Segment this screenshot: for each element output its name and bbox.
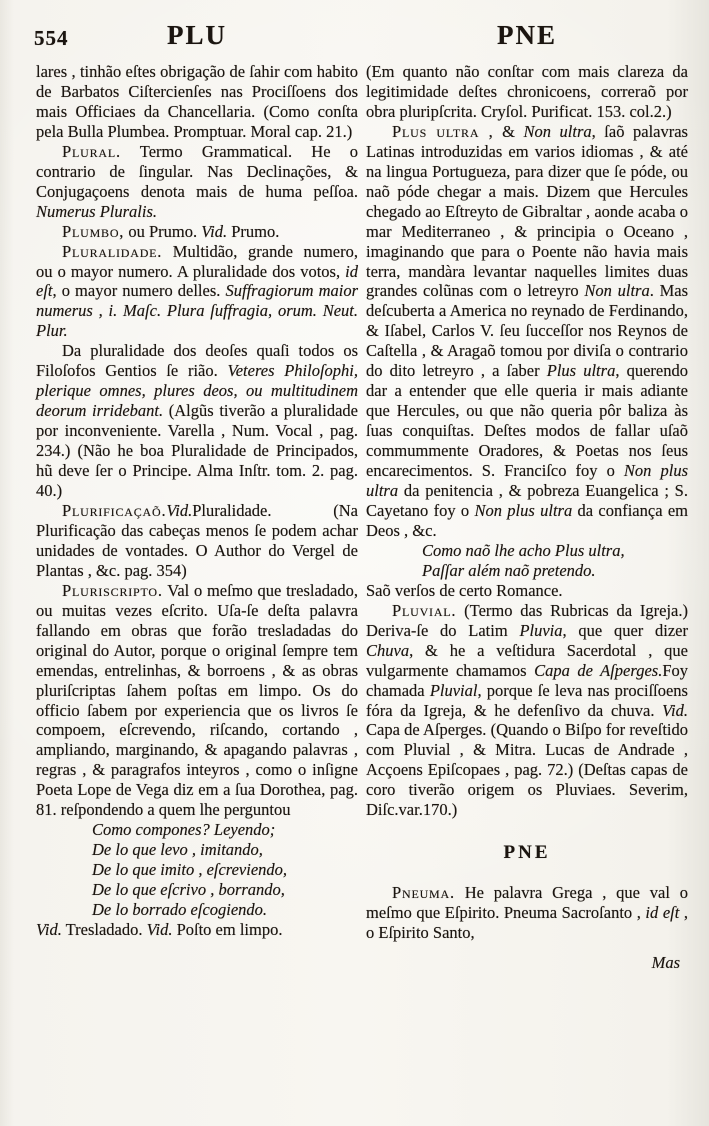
left-column [36, 62, 358, 940]
paragraph-vid-refs [36, 920, 358, 940]
entry-pneuma [366, 883, 688, 943]
entry-plural [36, 142, 358, 222]
continuation-paragraph [36, 62, 358, 142]
text-segment: , querendo dar a entender que elle queria ir mais adiante que Hercules, ou que não queria pôr baliza às ſuas conquiſtas. Deſtes modos de fallar uſaõ commummente Oradores, & Poetas nos ſeus encarecimentos. S. Franciſco foy o [366, 361, 688, 481]
verse-romance [422, 541, 688, 581]
text-segment: Tresladado. [61, 919, 147, 939]
entry-pluralidade [36, 242, 358, 342]
text-segment: Capa de Aſperges. (Quando o Biſpo for reveſtido com Pluvial , & Mitra. Lucas de Andrade , Acçoens Epiſcopaes , pag. 72.) (Deſtas capas de coro tiverão origem os Pluviaes. Severim, Diſc.var.170.) [366, 720, 688, 820]
paragraph-pluralidade-note [36, 341, 358, 501]
entry-plurificacao [36, 501, 358, 581]
text-segment: Pluriscripto. [62, 580, 163, 600]
text-segment: Non ultra [523, 121, 592, 141]
text-segment: da penitencia , & pobreza Euangelica ; S. Cayetano foy o [366, 481, 688, 520]
text-segment: (Algũs tiverão a pluralidade por inconveniente. Varella , Num. Vocal , pag. 234.) (Não he boa Pluralidade de Principados, hũ deve ſer o Principe. Alma Inſtr. tom. 2. pag. 40.) [36, 401, 358, 501]
text-segment: Da pluralidade dos deoſes quaſi todos os Filoſofos Gentios ſe rião. [36, 341, 358, 381]
text-segment: Poſto em limpo. [172, 919, 283, 939]
verse-lope-de-vega [92, 820, 358, 920]
text-segment: , porque ſe leva nas prociſſoens fóra da Igreja, & he defenſivo da chuva. [366, 680, 688, 720]
section-heading-pne: PNE [503, 842, 551, 864]
text-segment: Veteres Philoſophi, plerique omnes, plures deos, ou multitudinem deorum irridebant. [36, 361, 359, 421]
text-segment: Plus ultra , [392, 121, 494, 141]
text-segment: . Mas deſcuberta a America no reynado de Ferdinando, & Iſabel, Carlos V. ſeu ſucceſſor nos Reynos de Caſtella , & Aragaõ tomou por diviſa o contrario do dito letreyro , a ſaber [366, 281, 688, 381]
text-segment: , & he a veſtidura Sacerdotal , que vulgarmente chamamos [366, 640, 688, 680]
entry-plumbo [36, 222, 358, 242]
text-segment: Suffragiorum maior numerus , i. Maſc. Plura ſuffragia, orum. Neut. Plur. [36, 281, 359, 341]
text-segment: Plurificaçaõ. [62, 500, 167, 520]
text-segment: lares , tinhão eſtes obrigação de ſahir com habito de Barbatos Ciſtercienſes nas Prociſſoens dos mais Officiaes da Chancellaria. (Como conſta pela Bulla Plumbea. Promptuar. Moral cap. 21.) [36, 62, 358, 141]
page-number: 554 [34, 26, 69, 50]
text-segment: Pluvial. [392, 600, 457, 620]
text-segment: ou Prumo. [124, 221, 202, 241]
verse-line: De lo que imito , eſcreviendo, [92, 860, 288, 880]
right-column [366, 62, 688, 973]
text-segment: Capa de Aſperges. [534, 660, 663, 680]
text-segment: Non plus ultra [474, 500, 573, 520]
text-segment: Chuva [366, 640, 410, 660]
verse-line: Como naõ lhe acho Plus ultra, [422, 540, 625, 560]
text-segment: (Em quanto não conſtar com mais clareza da legitimidade deſtes chronicoens, correraõ por obra pluripſcrita. Cryſol. Purificat. 153. col.2.) [366, 62, 688, 121]
text-segment: Vid. [166, 500, 193, 520]
text-segment: & [493, 121, 524, 141]
text-segment: id eſt [36, 261, 358, 301]
text-segment: , ſaõ palavras Latinas introduzidas em varios idiomas , & até na lingua Portugueza, para dizer que ſe póde, ou naõ póde chegar a mais. Dizem que Hercules chegado ao Eſtreyto de Gibraltar , aonde acaba o mar Mediterraneo , & principia o Oceano , imaginando que para o Poente não havia mais terra, mandàra levantar naquelles limites duas grandes colũnas com o letreyro [366, 121, 688, 301]
text-segment: Non plus ultra [366, 461, 688, 501]
text-segment: Plumbo, [62, 221, 125, 241]
text-segment: Multidão, grande numero, ou o mayor numero. A pluralidade dos votos, [36, 241, 358, 281]
verse-line: De lo que levo , imitando, [92, 840, 263, 860]
entry-pluriscripto [36, 581, 358, 820]
text-segment: Vid. [201, 221, 228, 241]
text-segment: Pluvia [519, 620, 563, 640]
text-segment: id eſt [645, 903, 680, 923]
text-segment: Plus ultra [546, 361, 616, 381]
text-segment: Pluralidade. [62, 241, 163, 261]
text-segment: , que quer dizer [562, 620, 688, 640]
paragraph-romance-note [366, 581, 688, 601]
text-segment: Pneuma. [392, 883, 455, 903]
text-segment: Vid. [146, 919, 173, 939]
text-segment: Val o meſmo que tresladado, ou muitas vezes eſcrito. Uſa-ſe deſta palavra fallando em obras que forão tresladadas do original do Autor, porque o original ſempre tem emendas, entrelinhas, & borroens , & as obras pluriſcriptas ſahem poſtas em limpo. Os do officio ſabem por experiencia que os livros ſe compoem, eſcrevendo, riſcando, cortando , ampliando, marginando, & apagando palavras , regras , & paragrafos inteyros , como o inſigne Poeta Lope de Vega diz em a ſua Dorothea, pag. 81. reſpondendo a quem lhe perguntou [36, 580, 358, 820]
text-segment: , o mayor numero delles. [52, 281, 226, 301]
text-segment: Saõ verſos de certo Romance. [366, 580, 563, 600]
running-head-left: PLU [167, 20, 227, 50]
verse-line: De lo borrado eſcogiendo. [92, 900, 268, 920]
text-segment: Numerus Pluralis. [36, 201, 158, 221]
text-segment: He palavra Grega , que val o meſmo que Eſpirito. Pneuma Sacroſanto , [366, 883, 688, 923]
catchword: Mas [651, 953, 680, 973]
verse-line: Paſſar além naõ pretendo. [422, 560, 596, 580]
verse-line: De lo que eſcrivo , borrando, [92, 880, 285, 900]
verse-line: Como compones? Leyendo; [92, 820, 276, 840]
text-segment: Termo Grammatical. He o contrario de ſingular. Nas Declinações, & Conjugaçoens denota mais de huma peſſoa. [36, 141, 358, 201]
text-segment: Vid. [662, 700, 688, 720]
text-segment: da confiança em Deos , &c. [366, 500, 688, 540]
continuation-paragraph [366, 62, 688, 122]
entry-plus-ultra [366, 122, 688, 541]
entry-pluvial [366, 601, 688, 820]
text-segment: Pluralidade. (Na Plurificação das cabeças menos ſe podem achar unidades de vontades. O Author do Vergel de Plantas , &c. pag. 354) [36, 500, 358, 580]
text-segment: Vid. [36, 919, 62, 939]
text-segment: , o Eſpirito Santo, [366, 903, 689, 943]
text-segment: Plural. [62, 141, 121, 161]
text-segment: Prumo. [227, 221, 280, 241]
text-segment: (Termo das Rubricas da Igreja.) Deriva-ſe do Latim [366, 600, 688, 640]
text-segment: Pluvial [429, 680, 478, 700]
text-segment: Foy chamada [366, 660, 689, 700]
running-head-right: PNE [497, 20, 557, 50]
text-segment: Non ultra [584, 281, 650, 301]
